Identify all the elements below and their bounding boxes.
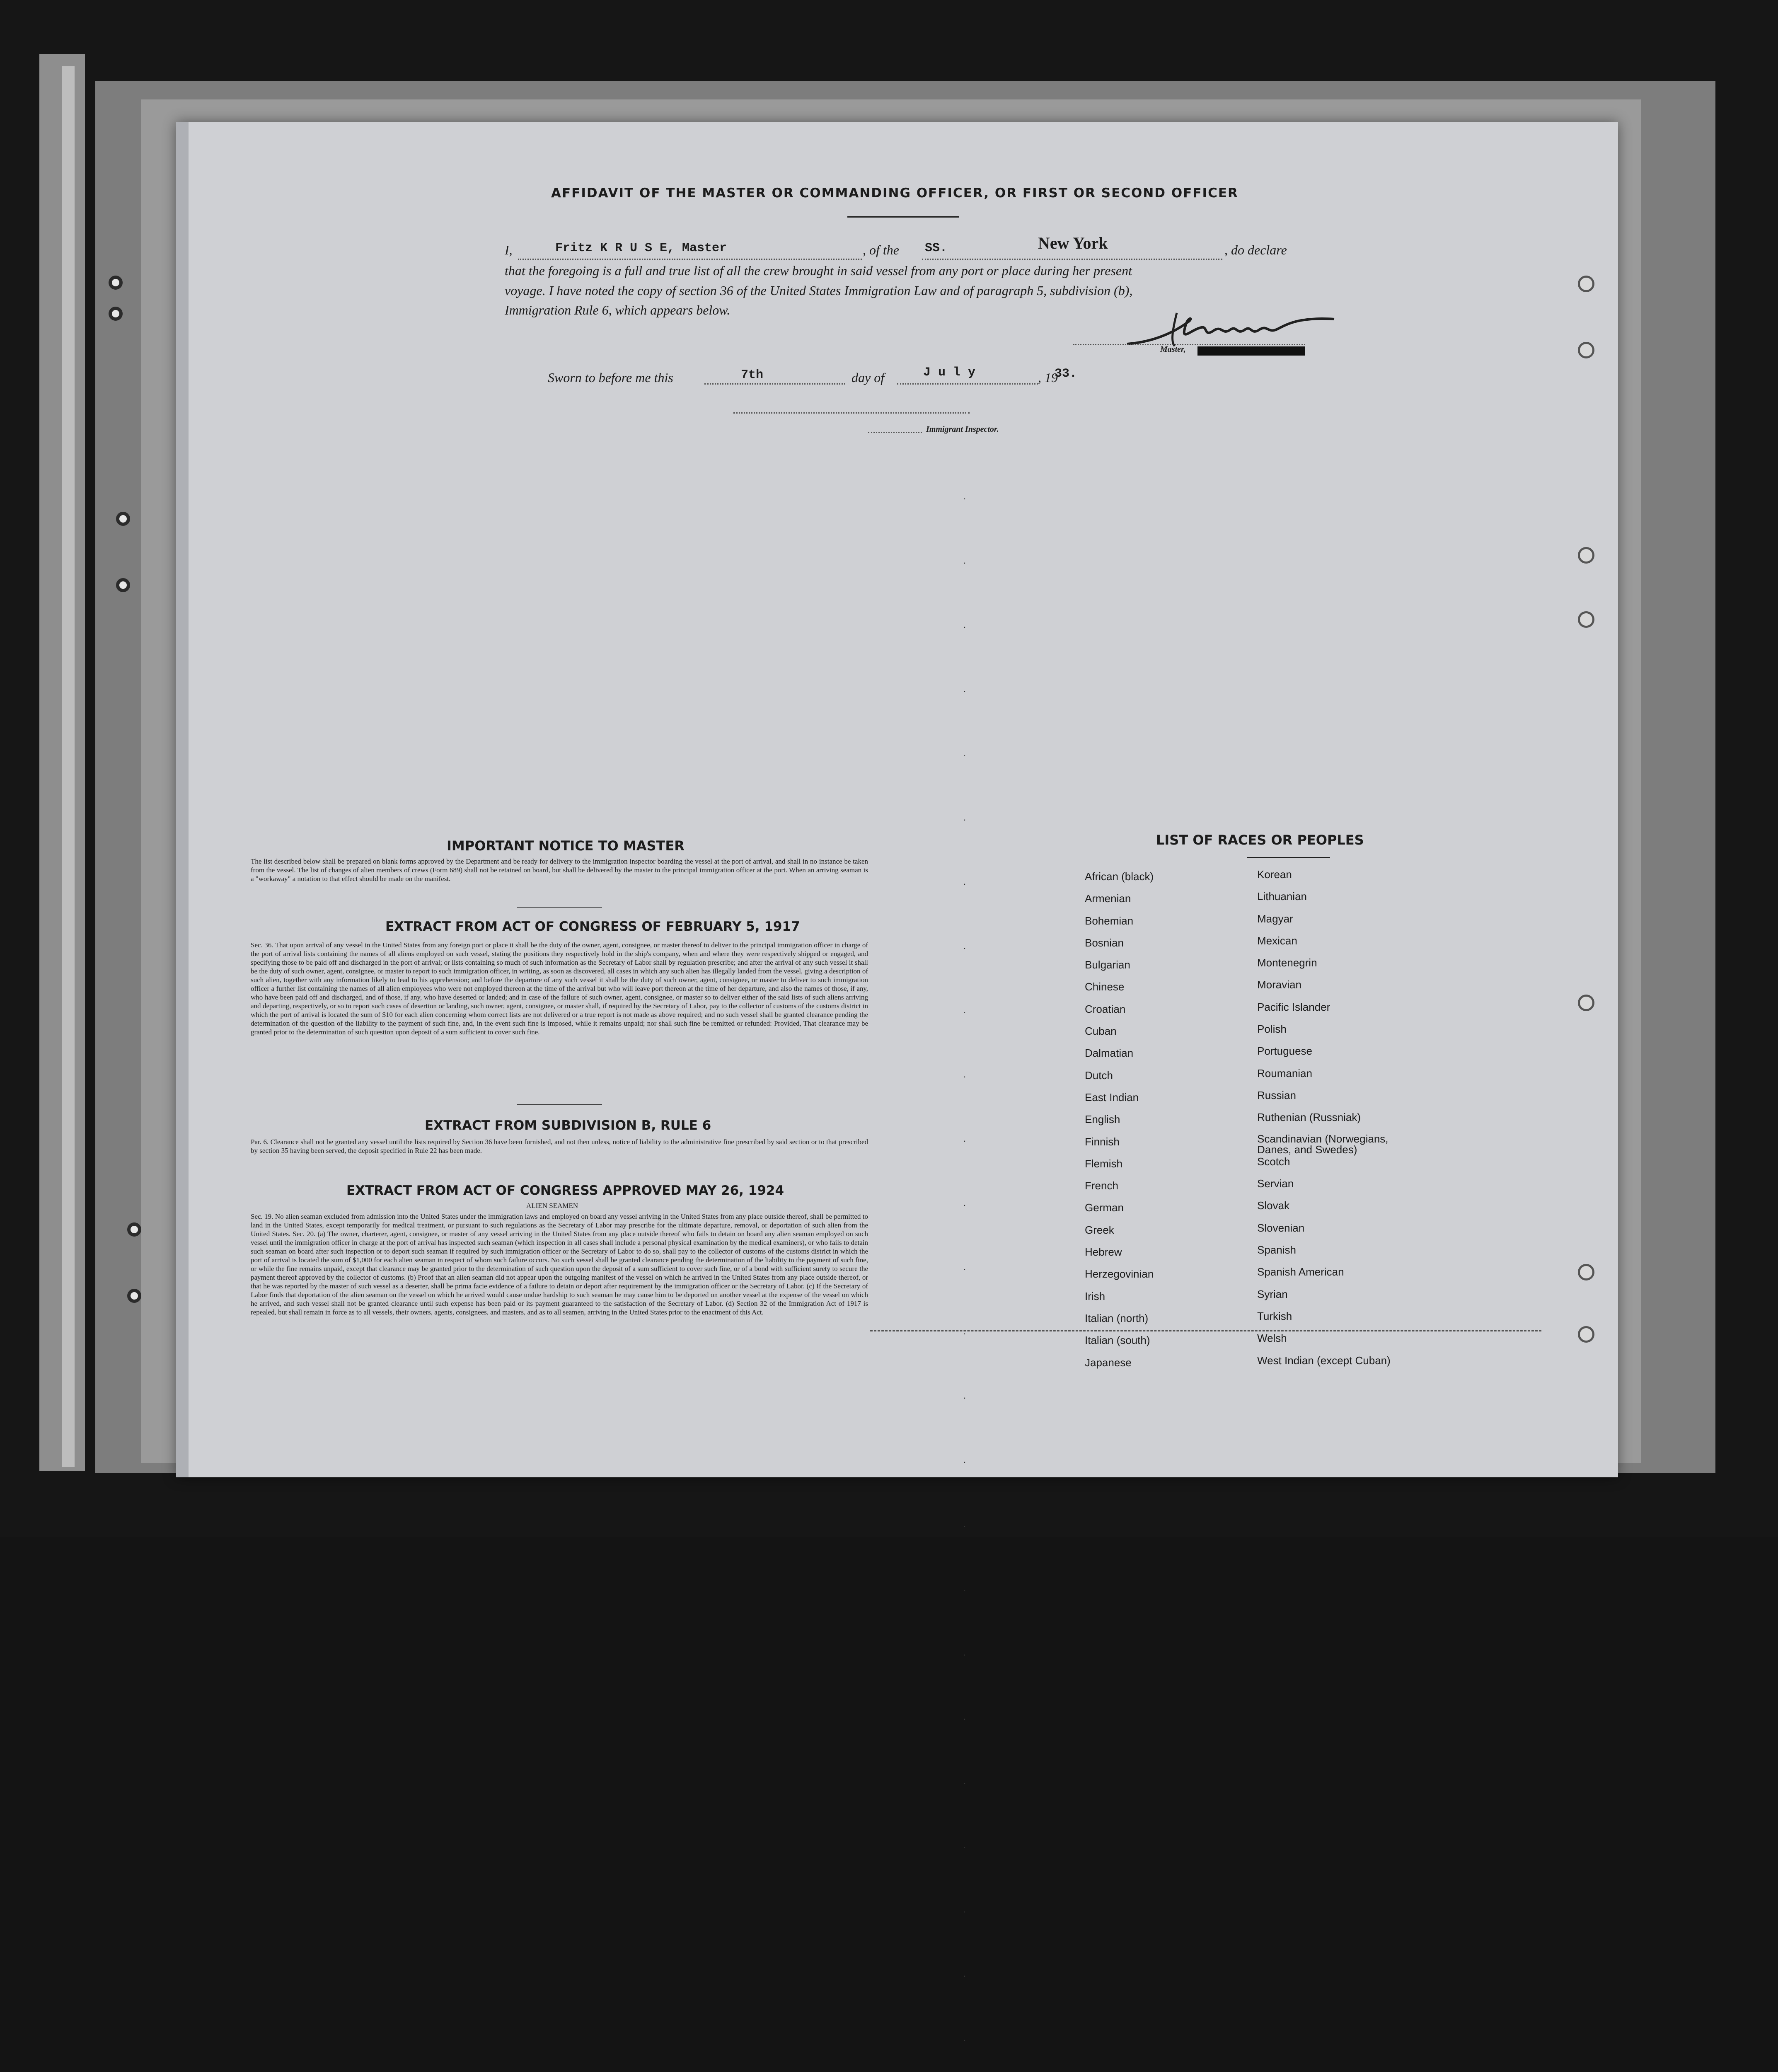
- race-item: Slovenian: [1257, 1221, 1305, 1234]
- race-item: East Indian: [1085, 1091, 1139, 1104]
- race-item: Croatian: [1085, 1002, 1126, 1015]
- race-item: Roumanian: [1257, 1067, 1312, 1080]
- binder-hole: [116, 512, 130, 526]
- of-the-label: , of the: [863, 242, 899, 257]
- race-item: Hebrew: [1085, 1246, 1122, 1259]
- sworn-day-field: 7th: [741, 368, 764, 382]
- inspector-signature-line-2: [868, 432, 922, 433]
- master-name-field: Fritz K R U S E, Master: [555, 241, 727, 255]
- race-item: Moravian: [1257, 978, 1301, 991]
- race-item: French: [1085, 1179, 1118, 1192]
- race-item: English: [1085, 1113, 1120, 1126]
- title-rule: [847, 216, 959, 218]
- year-field: 33.: [1055, 367, 1077, 381]
- vessel-prefix: SS.: [925, 241, 948, 255]
- affidavit-line-2: that the foregoing is a full and true list of all the crew brought in said vessel from any port or place during her present: [505, 263, 1132, 278]
- race-item: Dalmatian: [1085, 1047, 1134, 1060]
- extract-1924-subtitle: ALIEN SEAMEN: [526, 1202, 578, 1210]
- page-hole: [1578, 1264, 1594, 1280]
- race-item: Scotch: [1257, 1155, 1290, 1168]
- master-label: Master,: [1160, 345, 1186, 354]
- bottom-dashed-line: [870, 1330, 1541, 1331]
- race-item: Korean: [1257, 868, 1292, 881]
- race-item: Spanish: [1257, 1244, 1296, 1256]
- race-item: Greek: [1085, 1223, 1114, 1236]
- races-left-column: [1085, 870, 1154, 1378]
- extract-rule6-body: Par. 6. Clearance shall not be granted any vessel until the lists required by Section 36 have been furnished, and not then unless, notice of liability to the administrative fine prescribed by said section or to that prescribed by section 35 having been served, the deposit specified in Rule 22 has been made.: [251, 1138, 868, 1155]
- faint-dot-column: . . . . . . . . . . . . . . . . . . . . . . . . .: [963, 491, 979, 2043]
- race-item: Japanese: [1085, 1356, 1132, 1369]
- race-item: Pacific Islander: [1257, 1000, 1330, 1013]
- sworn-month-field: J u l y: [923, 366, 976, 380]
- extract-rule6-title: EXTRACT FROM SUBDIVISION B, RULE 6: [425, 1118, 711, 1133]
- race-item: Scandinavian (Norwegians, Danes, and Swedes): [1257, 1132, 1389, 1156]
- vessel-line: [922, 259, 1222, 260]
- page-hole: [1578, 342, 1594, 358]
- extract-1924-title: EXTRACT FROM ACT OF CONGRESS APPROVED MAY 26, 1924: [346, 1183, 784, 1198]
- race-item: West Indian (except Cuban): [1257, 1354, 1391, 1367]
- race-item: Portuguese: [1257, 1045, 1312, 1058]
- race-item: Italian (south): [1085, 1334, 1150, 1347]
- race-item: Herzegovinian: [1085, 1268, 1154, 1280]
- name-line: [518, 259, 862, 260]
- binder-spine-edge: [62, 66, 75, 1467]
- affidavit-i-label: I,: [505, 242, 513, 257]
- signature-line: [1073, 344, 1305, 345]
- race-item: Bosnian: [1085, 936, 1124, 949]
- notice-body: The list described below shall be prepared on blank forms approved by the Department and be ready for delivery to the immigration inspector boarding the vessel at the port of arrival, and shall in no instance be taken from the vessel. The list of changes of alien members of crews (Form 689) shall not be retained on board, but shall be delivered by the master to the principal immigration officer at the port. When an arriving seaman is a "workaway" a notation to that effect should be made on the manifest.: [251, 857, 868, 883]
- section-rule: [517, 907, 602, 908]
- affidavit-title: AFFIDAVIT OF THE MASTER OR COMMANDING OFFICER, OR FIRST OR SECOND OFFICER: [551, 186, 1239, 201]
- race-item: Finnish: [1085, 1135, 1120, 1148]
- sworn-label: Sworn to before me this: [548, 370, 673, 385]
- race-item: German: [1085, 1201, 1124, 1214]
- race-item: African (black): [1085, 870, 1154, 883]
- race-item: Welsh: [1257, 1332, 1287, 1345]
- extract-1924-body: Sec. 19. No alien seaman excluded from admission into the United States under the immigration laws and employed on board any vessel arriving in the United States from any place outside thereof, shall be permitted to land in the United States, except temporarily for medical treatment, or pursuant to such regulations as the Secretary of Labor may prescribe for the ultimate departure, removal, or deportation of such alien from the United States. Sec. 20. (a) The owner, charterer, agent, consignee, or master of any vessel arriving in the United States from any place outside thereof who fails to detain on board any alien seaman employed on such vessel until the immigration officer in charge at the port of arrival has inspected such seaman (which inspection in all cases shall include a personal physical examination by the medical examiners), or who fails to detain such seaman on board after such inspection or to deport such seaman if required by such immigration officer or the Secretary of Labor to do so, shall pay to the collector of customs of the customs district in which the port of arrival is located the sum of $1,000 for each alien seaman in respect of whom such failure occurs. No such vessel shall be granted clearance pending the determination of the liability to the payment of such fine, or while the fine remains unpaid, except that clearance may be granted prior to the determination of such question upon the deposit of a sum sufficient to cover such fine, or of a bond with sufficient surety to secure the payment thereof approved by the collector of customs. (b) Proof that an alien seaman did not appear upon the outgoing manifest of the vessel on which he arrived in the United States from any place outside thereof, or that he was reported by the master of such vessel as a deserter, shall be prima facie evidence of a failure to detain or deport after requirement by the immigration officer or the Secretary of Labor. (c) If the Secretary of Labor finds that deportation of the alien seaman on the vessel on which he arrived would cause undue hardship to such seaman he may cause him to be deported on another vessel at the expense of the vessel on which he arrived, and such vessel shall not be granted clearance until such expense has been paid or its payment guaranteed to the satisfaction of the Secretary of Labor. (d) Section 32 of the Immigration Act of 1917 is repealed, but shall remain in force as to all vessels, their owners, agents, consignees, and masters, and as to all seamen, arriving in the United States prior to the enactment of this Act.: [251, 1213, 868, 1316]
- race-item: Irish: [1085, 1290, 1106, 1302]
- race-item: Polish: [1257, 1023, 1287, 1036]
- vessel-name-field: New York: [1038, 234, 1108, 252]
- inspector-signature-line-1: [733, 412, 970, 414]
- year-prefix: , 19: [1038, 370, 1058, 385]
- race-item: Montenegrin: [1257, 956, 1317, 969]
- race-item: Servian: [1257, 1177, 1294, 1190]
- race-item: Mexican: [1257, 934, 1297, 947]
- races-title: LIST OF RACES OR PEOPLES: [1156, 832, 1364, 848]
- race-item: Cuban: [1085, 1025, 1117, 1038]
- declare-label: , do declare: [1224, 242, 1287, 257]
- notice-title: IMPORTANT NOTICE TO MASTER: [447, 838, 685, 854]
- race-item: Chinese: [1085, 980, 1125, 993]
- page-hole: [1578, 547, 1594, 564]
- race-item: Russian: [1257, 1089, 1296, 1101]
- page-edge: [176, 122, 189, 1477]
- section-rule: [517, 1104, 602, 1105]
- affidavit-line-4: Immigration Rule 6, which appears below.: [505, 303, 731, 317]
- race-item: Bulgarian: [1085, 959, 1130, 971]
- race-item: Turkish: [1257, 1310, 1292, 1322]
- extract-1917-title: EXTRACT FROM ACT OF CONGRESS OF FEBRUARY 5, 1917: [385, 919, 800, 934]
- extract-1917-body: Sec. 36. That upon arrival of any vessel in the United States from any foreign port or place it shall be the duty of the owner, agent, consignee, or master thereof to deliver to the principal immigration officer in charge of the port of arrival lists containing the names of all aliens employed on such vessel, stating the positions they respectively hold in the ship's company, when and where they were respectively shipped or engaged, and specifying those to be paid off and discharged in the port of arrival; or lists containing so much of such information as the Secretary of Labor shall by regulation prescribe; and after the arrival of any such vessel it shall be the duty of such owner, agent, consignee, or master to report to such immigration officer, in writing, as soon as discovered, all cases in which any such alien has illegally landed from the vessel, giving a description of such alien, together with any information likely to lead to his apprehension; and before the departure of any such vessel it shall be the duty of such owner, agent, consignee, or master to deliver to such immigration officer a further list containing the names of all alien employees who were not employed thereon at the time of the arrival but who will leave port thereon at the time of her departure, and also the names of those, if any, who have been paid off and discharged, and of those, if any, who have deserted or landed; and in case of the failure of such owner, agent, consignee, or master so to deliver either of the said lists of such aliens arriving and departing, respectively, or so to report such cases of desertion or landing, such owner, agent, consignee, or master shall, if required by the Secretary of Labor, pay to the collector of customs of the customs district in which the port of arrival is located the sum of $10 for each alien concerning whom correct lists are not delivered or a true report is not made as above required; and no such vessel shall be granted clearance pending the determination of the question of the liability to the payment of such fine, and, in the event such fine is imposed, while it remains unpaid; nor shall such fine be remitted or refunded: Provided, That clearance may be granted prior to the determination of such question upon deposit of a sum sufficient to cover such fine.: [251, 941, 868, 1036]
- race-item: Syrian: [1257, 1288, 1288, 1300]
- races-title-rule: [1247, 857, 1330, 858]
- race-item: Lithuanian: [1257, 890, 1307, 903]
- binder-hole: [109, 307, 123, 321]
- page-hole: [1578, 995, 1594, 1011]
- page-hole: [1578, 1326, 1594, 1343]
- affidavit-line-3: voyage. I have noted the copy of section 36 of the United States Immigration Law and of paragraph 5, subdivision (b),: [505, 283, 1133, 298]
- binder-hole: [127, 1289, 141, 1303]
- race-item: Armenian: [1085, 892, 1131, 905]
- race-item: Flemish: [1085, 1157, 1123, 1170]
- race-item: Dutch: [1085, 1069, 1113, 1082]
- races-right-column: [1257, 868, 1415, 1376]
- race-item: Ruthenian (Russniak): [1257, 1111, 1361, 1124]
- inspector-label: Immigrant Inspector.: [926, 425, 999, 434]
- binder-hole: [109, 276, 123, 290]
- race-item: Magyar: [1257, 912, 1293, 925]
- page-hole: [1578, 276, 1594, 292]
- binder-hole: [116, 578, 130, 592]
- master-redacted-mark: [1197, 346, 1305, 356]
- race-item: Spanish American: [1257, 1266, 1344, 1278]
- race-item: Italian (north): [1085, 1312, 1149, 1324]
- sworn-month-line: [897, 383, 1038, 385]
- page-hole: [1578, 611, 1594, 628]
- sworn-day-line: [704, 383, 845, 385]
- binder-hole: [127, 1222, 141, 1237]
- race-item: Bohemian: [1085, 914, 1134, 927]
- race-item: Slovak: [1257, 1199, 1290, 1212]
- day-of-label: day of: [852, 370, 885, 385]
